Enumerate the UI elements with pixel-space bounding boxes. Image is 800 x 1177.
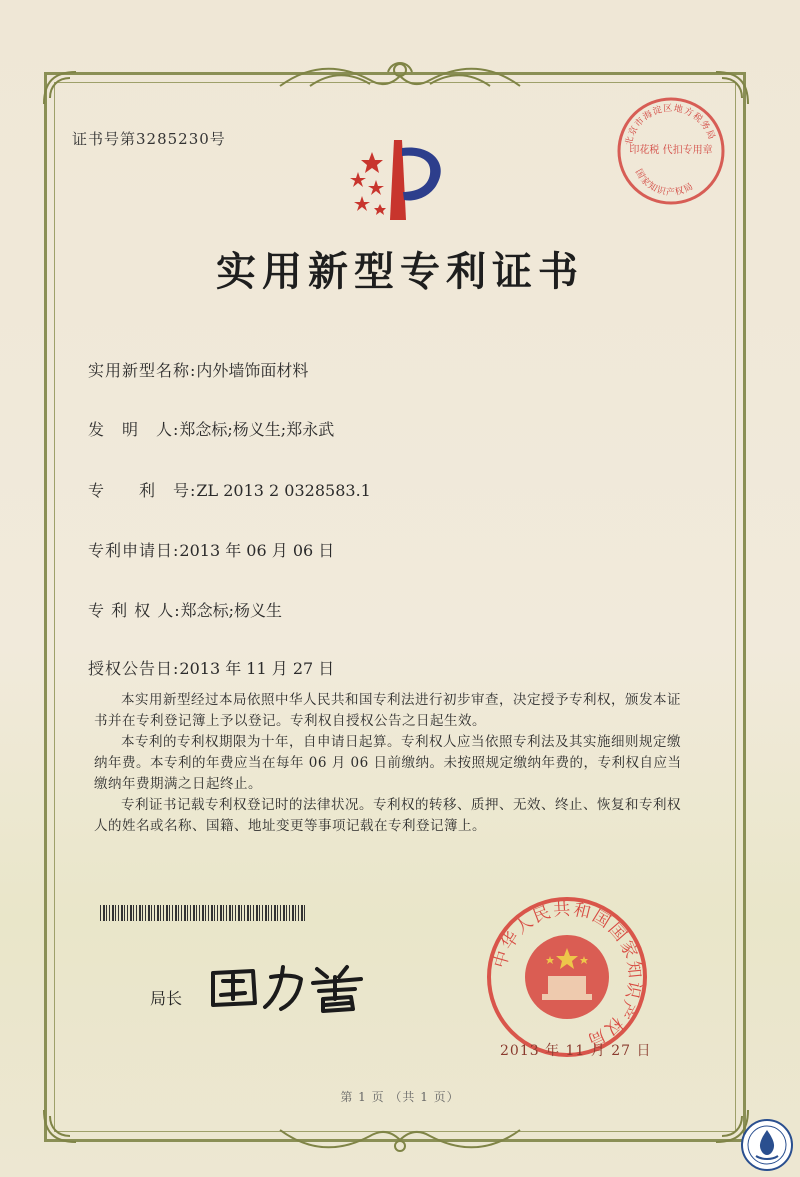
field-value: 郑念标;杨义生 [180, 601, 283, 620]
page-footer: 第 1 页 （共 1 页） [340, 1090, 460, 1104]
field-label: 授权公告日: [88, 659, 180, 678]
corner-ornament-icon [40, 68, 80, 108]
field-label: 实用新型名称: [88, 361, 197, 380]
field-value: 郑念标;杨义生;郑永武 [179, 420, 335, 439]
seal-date: 2013 年 11 月 27 日 [500, 1043, 652, 1059]
seal-text: 中华人民共和国国家知识产权局 [490, 899, 645, 1051]
bottom-ornament-icon [270, 1126, 530, 1156]
field-grant-date [88, 656, 334, 679]
field-label: 发 明 人: [88, 420, 180, 439]
field-value: 2013 年 11 月 27 日 [179, 659, 335, 678]
certificate-number: 证书号第3285230号 [72, 130, 226, 148]
body-paragraph: 本实用新型经过本局依照中华人民共和国专利法进行初步审查，决定授予专利权，颁发本证书并在专利登记簿上予以登记。专利权自授权公告之日起生效。 [94, 692, 681, 729]
field-patentee [88, 598, 282, 621]
field-value: ZL 2013 2 0328583.1 [196, 481, 371, 500]
watermark-badge-icon [740, 1118, 794, 1172]
certificate-body [94, 690, 694, 837]
director-label: 局长 [150, 989, 183, 1008]
small-seal-bottom-text: 国家知识产权局 [632, 167, 696, 199]
tax-stamp-seal-icon [615, 95, 727, 207]
field-label: 专 利 号: [88, 481, 197, 500]
barcode [100, 905, 306, 921]
field-inventors [88, 417, 334, 440]
field-patent-number [88, 478, 371, 501]
field-utility-model-name [88, 358, 308, 381]
top-ornament-icon [270, 58, 530, 94]
certificate-title: 实用新型专利证书 [216, 248, 584, 295]
field-value: 2013 年 06 月 06 日 [179, 541, 335, 560]
corner-ornament-icon [40, 1106, 80, 1146]
patent-office-logo-icon [332, 134, 452, 224]
body-paragraph: 专利证书记载专利权登记时的法律状况。专利权的转移、质押、无效、终止、恢复和专利权人的姓名或名称、国籍、地址变更等事项记载在专利登记簿上。 [94, 797, 681, 834]
body-paragraph: 本专利的专利权期限为十年，自申请日起算。专利权人应当依照专利法及其实施细则规定缴纳年费。本专利的年费应当在每年 06 月 06 日前缴纳。未按照规定缴纳年费的，专利权自应当缴纳年费期满之日起终止。 [94, 734, 682, 792]
small-seal-text: 北京市海淀区地方税务局 [624, 103, 717, 147]
field-value: 内外墙饰面材料 [196, 361, 309, 380]
field-label: 专 利 权 人: [88, 601, 181, 620]
director-signature [205, 955, 380, 1015]
small-seal-center-text: 印花税 代扣专用章 [629, 145, 713, 156]
field-label: 专利申请日: [88, 541, 180, 560]
field-application-date [88, 538, 334, 561]
official-seal-icon [486, 896, 648, 1058]
